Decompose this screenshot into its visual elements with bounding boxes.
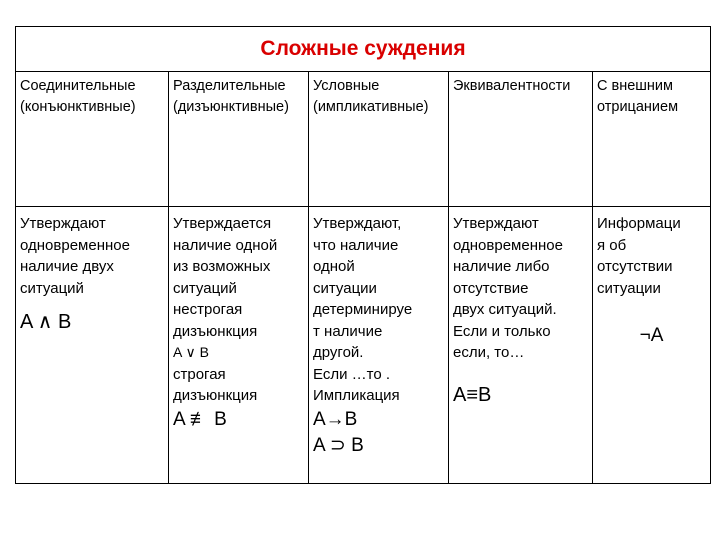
cell-conjunctive xyxy=(16,207,169,484)
formula-weak-disjunction: A ∨ B xyxy=(173,344,209,360)
desc-implicative: Утверждают, что наличие одной ситуации детерминируе т наличие другой. Если …то . Импликация xyxy=(313,215,413,404)
desc-equivalence: Утверждают одновременное наличие либо отсутствие двух ситуаций. Если и только если, то… xyxy=(453,215,563,361)
desc-conjunctive: Утверждают одновременное наличие двух ситуаций xyxy=(20,215,130,297)
cell-disjunctive xyxy=(169,207,309,484)
cell-negation xyxy=(593,207,711,484)
header-negation: С внешним отрицанием xyxy=(593,72,711,207)
desc-disjunctive: Утверждается наличие одной из возможных ситуаций нестрогая дизъюнкция xyxy=(173,215,278,340)
formula-implication-arrow: A→B xyxy=(313,408,358,430)
formula-conjunction: A ∧ B xyxy=(20,311,72,333)
cell-equivalence xyxy=(449,207,593,484)
complex-judgments-table xyxy=(15,26,711,484)
header-equivalence: Эквивалентности xyxy=(449,72,593,207)
formula-negation: ¬A xyxy=(639,325,664,346)
cell-implicative xyxy=(309,207,449,484)
table-title: Сложные суждения xyxy=(16,27,711,72)
desc-strict-disjunction: строгая дизъюнкция xyxy=(173,365,258,404)
header-disjunctive: Разделительные (дизъюнктивные) xyxy=(169,72,309,207)
desc-negation: Информаци я об отсутствии ситуации xyxy=(597,215,681,297)
formula-implication-subset: A ⊃ B xyxy=(313,434,364,456)
formula-strict-disjunction: A ≢ B xyxy=(173,408,227,430)
header-conjunctive: Соединительные (конъюнктивные) xyxy=(16,72,169,207)
header-implicative: Условные (импликативные) xyxy=(309,72,449,207)
formula-equivalence: A≡B xyxy=(453,383,492,406)
